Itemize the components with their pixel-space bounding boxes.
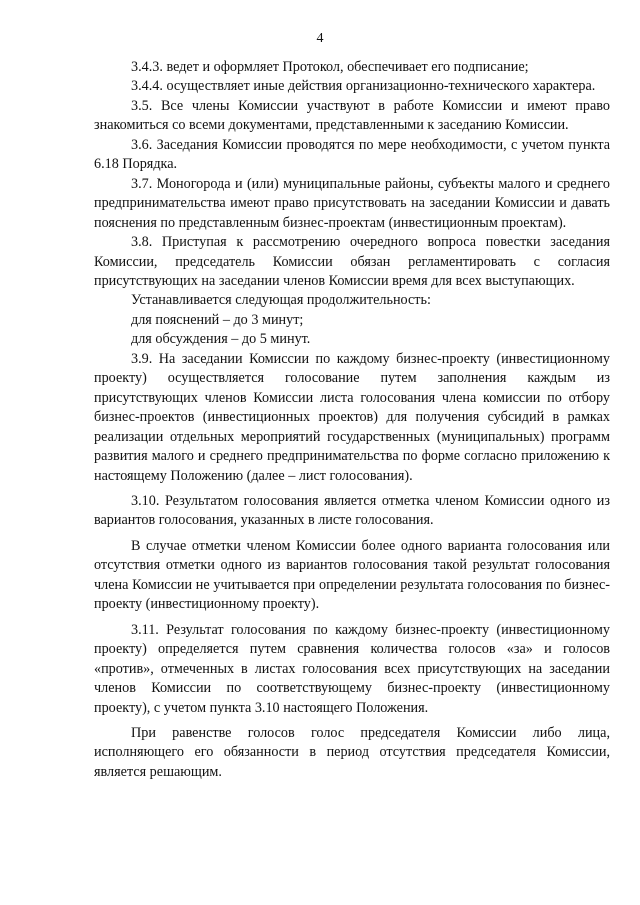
paragraph-3-10: 3.10. Результатом голосования является отметка членом Комиссии одного из вариантов голосования, указанных в листе голосования. — [94, 492, 610, 529]
page-number: 4 — [316, 31, 324, 46]
paragraph-duration-explanations: для пояснений – до 3 минут; — [131, 311, 304, 328]
paragraph-3-9: 3.9. На заседании Комиссии по каждому бизнес-проекту (инвестиционному проекту) осуществляется голосование путем заполнения каждым из присутствующих членов Комиссии листа голосования члена комиссии по отбору бизнес-проектов (инвестиционных проектов) для получения субсидий в рамках реализации отдельных мероприятий государственных (муниципальных) программ развития малого и среднего предпринимательства по форме согласно приложению к настоящему Положению (далее – лист голосования). — [94, 350, 610, 484]
paragraph-3-4-3: 3.4.3. ведет и оформляет Протокол, обеспечивает его подписание; — [131, 59, 529, 75]
paragraph-duration-intro: Устанавливается следующая продолжительность: — [131, 292, 431, 309]
paragraph-3-6: 3.6. Заседания Комиссии проводятся по мере необходимости, с учетом пункта 6.18 Порядка. — [94, 136, 610, 173]
paragraph-3-7: 3.7. Моногорода и (или) муниципальные районы, субъекты малого и среднего предпринимательства имеют право присутствовать на заседании Комиссии и давать пояснения по представленным бизнес-проектам (инвестиционным проектам). — [94, 175, 610, 231]
paragraph-3-5: 3.5. Все члены Комиссии участвуют в работе Комиссии и имеют право знакомиться со всеми документами, представленными к заседанию Комиссии. — [94, 97, 610, 134]
document-body — [94, 58, 610, 782]
paragraph-3-11: 3.11. Результат голосования по каждому бизнес-проекту (инвестиционному проекту) определяется путем сравнения количества голосов «за» и голосов «против», отмеченных в листах голосования всех присутствующих на заседании членов Комиссии по соответствующему бизнес-проекту (инвестиционному проекту), с учетом пункта 3.10 настоящего Положения. — [94, 621, 610, 716]
paragraph-duration-discussion: для обсуждения – до 5 минут. — [131, 331, 311, 348]
paragraph-3-4-4: 3.4.4. осуществляет иные действия организационно-технического характера. — [131, 78, 596, 95]
paragraph-invalid-vote: В случае отметки членом Комиссии более одного варианта голосования или отсутствия отметки одного из вариантов голосования такой результат голосования члена Комиссии не учитывается при определении результата голосования по бизнес-проекту (инвестиционному проекту). — [94, 537, 610, 613]
paragraph-3-8: 3.8. Приступая к рассмотрению очередного вопроса повестки заседания Комиссии, председатель Комиссии обязан регламентировать с согласия присутствующих на заседании членов Комиссии время для всех выступающих. — [94, 234, 610, 289]
paragraph-tie-vote: При равенстве голосов голос председателя Комиссии либо лица, исполняющего его обязанности в период отсутствия председателя Комиссии, является решающим. — [94, 724, 610, 780]
